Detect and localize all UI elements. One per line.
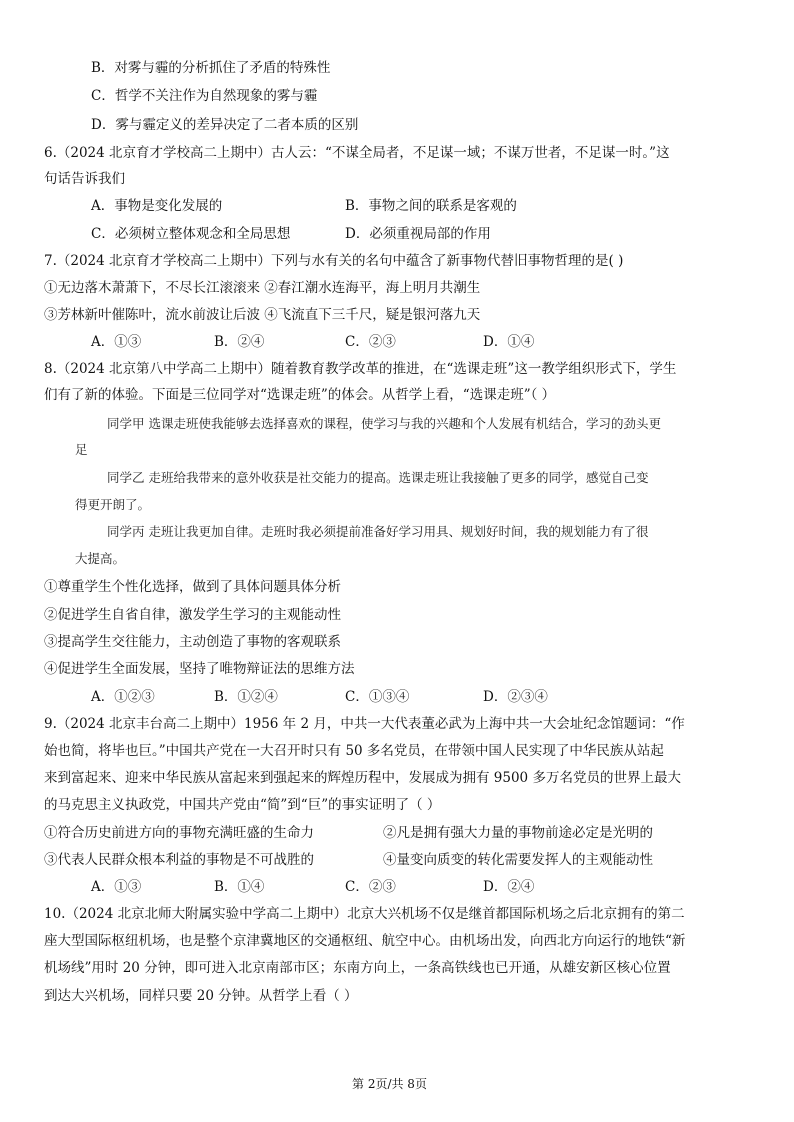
q8-option-c: C．①③④: [345, 689, 410, 705]
q9-stem-line-4: 的马克思主义执政党，中国共产党由“简”到“巨”的事实证明了（ ）: [44, 797, 441, 813]
page-footer: 第 2页/共 8页: [352, 1077, 427, 1091]
q9-option-b: B．①④: [214, 879, 265, 895]
q7-option-d: D．①④: [483, 334, 535, 350]
q9-stem-line-2: 始也简，将毕也巨。”中国共产党在一大召开时只有 50 多名党员，在带领中国人民实现了中华民族从站起: [44, 743, 664, 759]
q9-option-c: C．②③: [345, 879, 396, 895]
q8-student-c-line-1: 同学丙 走班让我更加自律。走班时我必须提前准备好学习用具、规划好时间，我的规划能力有了很: [107, 524, 649, 539]
q9-stem-line-3: 来到富起来、迎来中华民族从富起来到强起来的辉煌历程中，发展成为拥有 9500 多万名党员的世界上最大: [44, 770, 681, 786]
q8-statement-3: ③提高学生交往能力，主动创造了事物的客观联系: [44, 634, 341, 650]
q9-option-a: A．①③: [91, 879, 142, 895]
q5-option-c: C．哲学不关注作为自然现象的雾与霾: [91, 88, 318, 104]
q6-stem-line-2: 句话告诉我们: [44, 171, 125, 187]
q9-stem-line-1: 9.（2024 北京丰台高二上期中）1956 年 2 月，中共一大代表董必武为上海中共一大会址纪念馆题词：“作: [44, 716, 685, 732]
q9-statement-2: ②凡是拥有强大力量的事物前途必定是光明的: [383, 825, 653, 841]
q5-option-b: B．对雾与霾的分析抓住了矛盾的特殊性: [91, 60, 331, 76]
q10-stem-line-4: 到达大兴机场，同样只要 20 分钟。从哲学上看（ ）: [44, 988, 358, 1004]
q8-student-b-line-1: 同学乙 走班给我带来的意外收获是社交能力的提高。选课走班让我接触了更多的同学，感觉自己变: [107, 470, 649, 485]
q9-option-d: D．②④: [483, 879, 535, 895]
q8-student-a-line-2: 足: [75, 442, 88, 457]
q7-option-a: A．①③: [91, 334, 142, 350]
q8-student-c-line-2: 大提高。: [75, 551, 126, 566]
q6-option-c: C．必须树立整体观念和全局思想: [91, 226, 291, 242]
q10-stem-line-3: 机场线”用时 20 分钟，即可进入北京南部市区；东南方向上，一条高铁线也已开通，从雄安新区核心位置: [44, 960, 671, 976]
q8-student-b-line-2: 得更开朗了。: [75, 497, 151, 512]
q7-statement-3-4: ③芳林新叶催陈叶，流水前波让后波 ④飞流直下三千尺，疑是银河落九天: [44, 307, 481, 323]
q7-statement-1-2: ①无边落木萧萧下，不尽长江滚滚来 ②春江潮水连海平，海上明月共潮生: [44, 280, 481, 296]
q7-option-b: B．②④: [214, 334, 265, 350]
q9-statement-3: ③代表人民群众根本利益的事物是不可战胜的: [44, 852, 314, 868]
q8-option-b: B．①②④: [214, 689, 278, 705]
q9-statement-4: ④量变向质变的转化需要发挥人的主观能动性: [383, 852, 653, 868]
q7-option-c: C．②③: [345, 334, 396, 350]
q8-stem-line-2: 们有了新的体验。下面是三位同学对“选课走班”的体会。从哲学上看，“选课走班”（ ）: [44, 387, 556, 403]
q8-option-d: D．②③④: [483, 689, 548, 705]
q6-option-a: A．事物是变化发展的: [91, 198, 223, 214]
q6-option-b: B．事物之间的联系是客观的: [345, 198, 517, 214]
q8-stem-line-1: 8.（2024 北京第八中学高二上期中）随着教育教学改革的推进，在“选课走班”这一教学组织形式下，学生: [44, 361, 677, 377]
q8-option-a: A．①②③: [91, 689, 155, 705]
q8-student-a-line-1: 同学甲 选课走班使我能够去选择喜欢的课程，使学习与我的兴趣和个人发展有机结合，学习的劲头更: [107, 416, 661, 431]
q10-stem-line-2: 座大型国际枢纽机场，也是整个京津冀地区的交通枢纽、航空中心。由机场出发，向西北方向运行的地铁“新: [44, 933, 686, 949]
q6-stem-line-1: 6.（2024 北京育才学校高二上期中）古人云：“不谋全局者，不足谋一域；不谋万世者，不足谋一时。”这: [44, 145, 670, 161]
q6-option-d: D．必须重视局部的作用: [345, 226, 491, 242]
q5-option-d: D．雾与霾定义的差异决定了二者本质的区别: [91, 117, 359, 133]
q8-statement-2: ②促进学生自省自律，激发学生学习的主观能动性: [44, 607, 341, 623]
q10-stem-line-1: 10.（2024 北京北师大附属实验中学高二上期中）北京大兴机场不仅是继首都国际机场之后北京拥有的第二: [44, 906, 685, 922]
q8-statement-1: ①尊重学生个性化选择，做到了具体问题具体分析: [44, 579, 341, 595]
q8-statement-4: ④促进学生全面发展，坚持了唯物辩证法的思维方法: [44, 661, 355, 677]
q9-statement-1: ①符合历史前进方向的事物充满旺盛的生命力: [44, 825, 314, 841]
q7-stem: 7.（2024 北京育才学校高二上期中）下列与水有关的名句中蕴含了新事物代替旧事物哲理的是( ): [44, 253, 624, 269]
